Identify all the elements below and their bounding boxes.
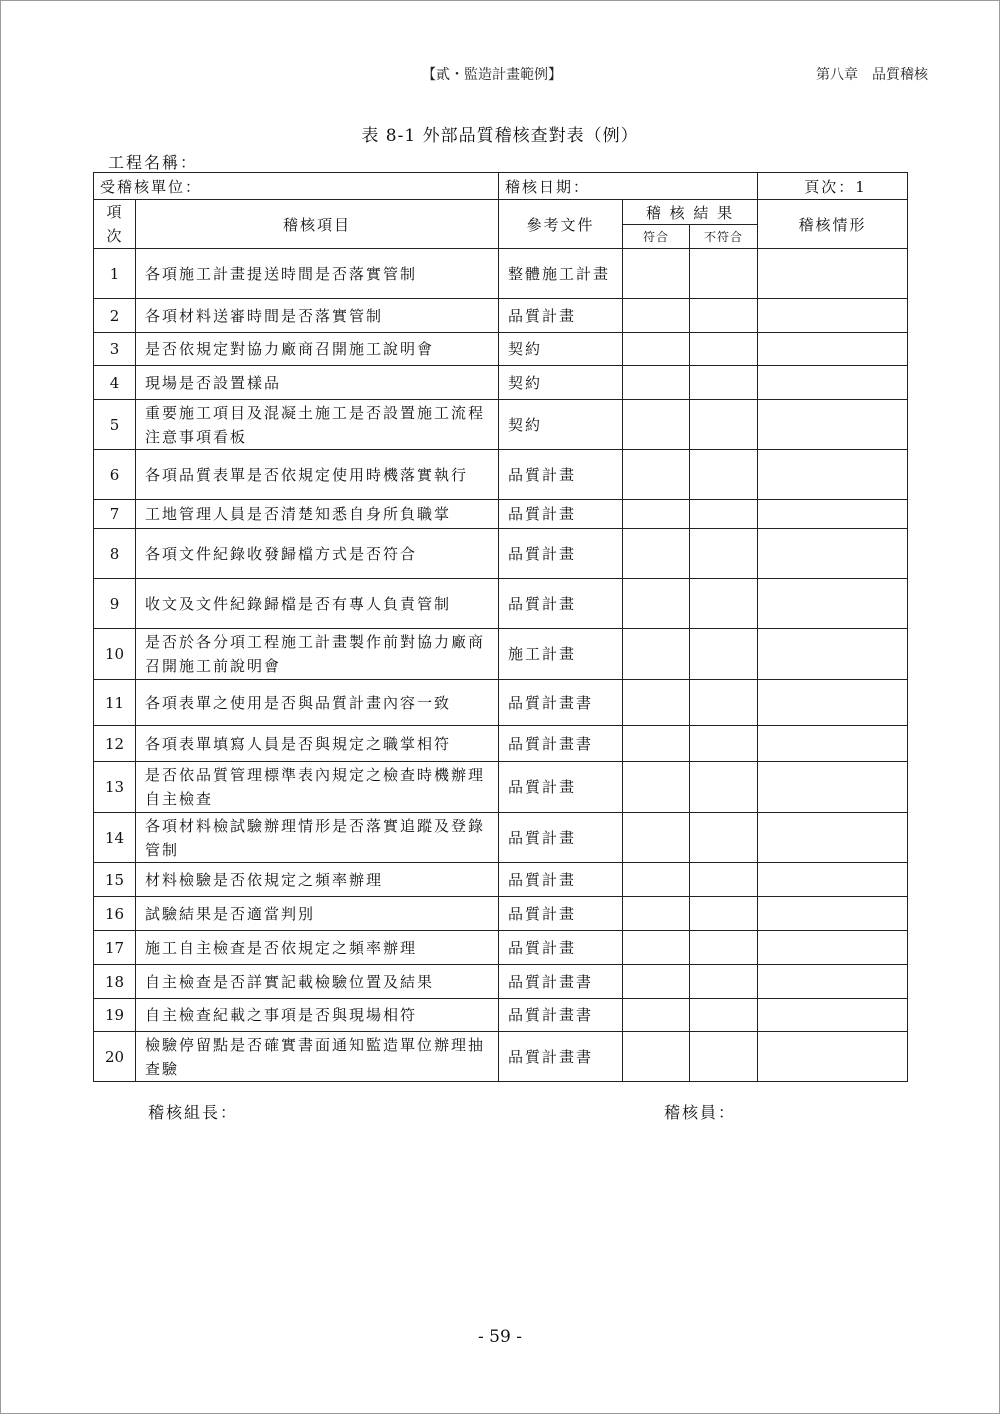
row-pass-cell[interactable] [623, 813, 690, 863]
row-number: 10 [94, 629, 136, 680]
row-audit-item: 工地管理人員是否清楚知悉自身所負職掌 [136, 500, 499, 529]
row-status-cell[interactable] [758, 999, 908, 1032]
col-status-header: 稽核情形 [758, 200, 908, 249]
row-reference-doc: 品質計畫書 [499, 999, 623, 1032]
row-reference-doc: 品質計畫書 [499, 965, 623, 999]
row-number: 1 [94, 249, 136, 299]
table-row [94, 400, 908, 450]
row-number: 9 [94, 579, 136, 629]
row-audit-item: 是否於各分項工程施工計畫製作前對協力廠商召開施工前說明會 [136, 629, 499, 680]
auditor-signature-label: 稽核員： [664, 1103, 737, 1122]
row-status-cell[interactable] [758, 813, 908, 863]
row-status-cell[interactable] [758, 249, 908, 299]
row-status-cell[interactable] [758, 333, 908, 366]
row-audit-item: 各項品質表單是否依規定使用時機落實執行 [136, 450, 499, 500]
table-row [94, 726, 908, 762]
table-row [94, 249, 908, 299]
row-fail-cell[interactable] [690, 366, 758, 400]
table-row [94, 299, 908, 333]
row-fail-cell[interactable] [690, 999, 758, 1032]
row-fail-cell[interactable] [690, 813, 758, 863]
row-pass-cell[interactable] [623, 299, 690, 333]
row-reference-doc: 品質計畫 [499, 863, 623, 897]
row-status-cell[interactable] [758, 726, 908, 762]
row-pass-cell[interactable] [623, 529, 690, 579]
page-number: - 59 - [478, 1327, 522, 1347]
table-row [94, 897, 908, 931]
table-row [94, 863, 908, 897]
row-fail-cell[interactable] [690, 529, 758, 579]
row-reference-doc: 契約 [499, 333, 623, 366]
row-fail-cell[interactable] [690, 249, 758, 299]
row-reference-doc: 品質計畫 [499, 762, 623, 813]
row-number: 14 [94, 813, 136, 863]
row-number: 16 [94, 897, 136, 931]
row-number: 13 [94, 762, 136, 813]
row-pass-cell[interactable] [623, 500, 690, 529]
row-audit-item: 檢驗停留點是否確實書面通知監造單位辦理抽查驗 [136, 1032, 499, 1082]
row-audit-item: 是否依品質管理標準表內規定之檢查時機辦理自主檢查 [136, 762, 499, 813]
row-pass-cell[interactable] [623, 897, 690, 931]
row-number: 7 [94, 500, 136, 529]
row-audit-item: 各項文件紀錄收發歸檔方式是否符合 [136, 529, 499, 579]
col-fail-header: 不符合 [690, 225, 758, 249]
row-audit-item: 各項施工計畫提送時間是否落實管制 [136, 249, 499, 299]
row-fail-cell[interactable] [690, 299, 758, 333]
row-number: 4 [94, 366, 136, 400]
row-reference-doc: 品質計畫 [499, 450, 623, 500]
row-audit-item: 試驗結果是否適當判別 [136, 897, 499, 931]
audited-unit-label: 受稽核單位： [94, 173, 499, 200]
table-row [94, 1032, 908, 1082]
row-status-cell[interactable] [758, 450, 908, 500]
row-number: 18 [94, 965, 136, 999]
row-status-cell[interactable] [758, 863, 908, 897]
row-audit-item: 自主檢查是否詳實記載檢驗位置及結果 [136, 965, 499, 999]
col-pass-header: 符合 [623, 225, 690, 249]
row-status-cell[interactable] [758, 897, 908, 931]
row-status-cell[interactable] [758, 500, 908, 529]
table-row [94, 965, 908, 999]
row-number: 6 [94, 450, 136, 500]
row-fail-cell[interactable] [690, 579, 758, 629]
table-row [94, 529, 908, 579]
page-title: 表 8-1 外部品質稽核查對表（例） [361, 126, 639, 146]
table-row [94, 450, 908, 500]
row-number: 15 [94, 863, 136, 897]
row-status-cell[interactable] [758, 400, 908, 450]
row-number: 11 [94, 680, 136, 726]
col-ref-header: 參考文件 [499, 200, 623, 249]
row-fail-cell[interactable] [690, 500, 758, 529]
row-reference-doc: 品質計畫 [499, 897, 623, 931]
row-pass-cell[interactable] [623, 579, 690, 629]
row-reference-doc: 施工計畫 [499, 629, 623, 680]
row-audit-item: 重要施工項目及混凝土施工是否設置施工流程注意事項看板 [136, 400, 499, 450]
audit-checklist-table [93, 172, 908, 1082]
table-row [94, 762, 908, 813]
row-number: 19 [94, 999, 136, 1032]
row-reference-doc: 契約 [499, 400, 623, 450]
row-audit-item: 各項表單填寫人員是否與規定之職掌相符 [136, 726, 499, 762]
row-audit-item: 各項材料送審時間是否落實管制 [136, 299, 499, 333]
row-number: 3 [94, 333, 136, 366]
row-status-cell[interactable] [758, 931, 908, 965]
row-status-cell[interactable] [758, 680, 908, 726]
row-reference-doc: 品質計畫 [499, 500, 623, 529]
table-row [94, 500, 908, 529]
row-status-cell[interactable] [758, 366, 908, 400]
row-fail-cell[interactable] [690, 726, 758, 762]
row-audit-item: 現場是否設置樣品 [136, 366, 499, 400]
row-fail-cell[interactable] [690, 931, 758, 965]
row-fail-cell[interactable] [690, 400, 758, 450]
row-pass-cell[interactable] [623, 762, 690, 813]
table-row [94, 366, 908, 400]
table-row [94, 333, 908, 366]
project-name-label: 工程名稱： [108, 153, 199, 172]
row-status-cell[interactable] [758, 1032, 908, 1082]
row-fail-cell[interactable] [690, 863, 758, 897]
row-reference-doc: 品質計畫 [499, 529, 623, 579]
row-reference-doc: 品質計畫 [499, 579, 623, 629]
table-row [94, 999, 908, 1032]
col-item-header: 稽核項目 [136, 200, 499, 249]
row-reference-doc: 品質計畫 [499, 931, 623, 965]
row-pass-cell[interactable] [623, 999, 690, 1032]
row-status-cell[interactable] [758, 965, 908, 999]
row-reference-doc: 品質計畫 [499, 299, 623, 333]
row-fail-cell[interactable] [690, 450, 758, 500]
row-fail-cell[interactable] [690, 762, 758, 813]
row-fail-cell[interactable] [690, 629, 758, 680]
row-status-cell[interactable] [758, 529, 908, 579]
row-reference-doc: 品質計畫書 [499, 726, 623, 762]
row-number: 5 [94, 400, 136, 450]
row-fail-cell[interactable] [690, 897, 758, 931]
row-number: 2 [94, 299, 136, 333]
row-audit-item: 施工自主檢查是否依規定之頻率辦理 [136, 931, 499, 965]
row-status-cell[interactable] [758, 579, 908, 629]
row-fail-cell[interactable] [690, 965, 758, 999]
row-fail-cell[interactable] [690, 1032, 758, 1082]
table-top-row [94, 173, 908, 200]
table-row [94, 680, 908, 726]
row-pass-cell[interactable] [623, 931, 690, 965]
row-pass-cell[interactable] [623, 863, 690, 897]
row-fail-cell[interactable] [690, 680, 758, 726]
row-fail-cell[interactable] [690, 333, 758, 366]
row-reference-doc: 整體施工計畫 [499, 249, 623, 299]
header-section-title: 【貳・監造計畫範例】 [422, 67, 562, 83]
col-no-header [94, 200, 136, 249]
row-reference-doc: 品質計畫書 [499, 1032, 623, 1082]
row-audit-item: 材料檢驗是否依規定之頻率辦理 [136, 863, 499, 897]
row-pass-cell[interactable] [623, 450, 690, 500]
table-row [94, 931, 908, 965]
row-audit-item: 自主檢查紀載之事項是否與現場相符 [136, 999, 499, 1032]
row-audit-item: 各項表單之使用是否與品質計畫內容一致 [136, 680, 499, 726]
row-pass-cell[interactable] [623, 965, 690, 999]
row-pass-cell[interactable] [623, 366, 690, 400]
row-pass-cell[interactable] [623, 249, 690, 299]
table-header-row [94, 200, 908, 225]
row-reference-doc: 品質計畫書 [499, 680, 623, 726]
header-chapter-title: 第八章 品質稽核 [816, 67, 928, 83]
row-pass-cell[interactable] [623, 726, 690, 762]
table-row [94, 579, 908, 629]
row-reference-doc: 品質計畫 [499, 813, 623, 863]
row-pass-cell[interactable] [623, 1032, 690, 1082]
row-number: 12 [94, 726, 136, 762]
page-count-label: 頁次：1 [758, 173, 908, 200]
row-pass-cell[interactable] [623, 400, 690, 450]
row-audit-item: 各項材料檢試驗辦理情形是否落實追蹤及登錄管制 [136, 813, 499, 863]
audit-date-label: 稽核日期： [499, 173, 758, 200]
row-number: 8 [94, 529, 136, 579]
table-row [94, 813, 908, 863]
row-pass-cell[interactable] [623, 333, 690, 366]
table-row [94, 629, 908, 680]
audit-leader-signature-label: 稽核組長： [148, 1103, 239, 1122]
row-number: 20 [94, 1032, 136, 1082]
row-status-cell[interactable] [758, 629, 908, 680]
row-number: 17 [94, 931, 136, 965]
row-reference-doc: 契約 [499, 366, 623, 400]
col-no-header-text: 項次 [106, 203, 124, 245]
row-pass-cell[interactable] [623, 629, 690, 680]
row-audit-item: 收文及文件紀錄歸檔是否有專人負責管制 [136, 579, 499, 629]
row-audit-item: 是否依規定對協力廠商召開施工說明會 [136, 333, 499, 366]
row-pass-cell[interactable] [623, 680, 690, 726]
row-status-cell[interactable] [758, 299, 908, 333]
row-status-cell[interactable] [758, 762, 908, 813]
col-result-header: 稽 核 結 果 [623, 200, 758, 225]
